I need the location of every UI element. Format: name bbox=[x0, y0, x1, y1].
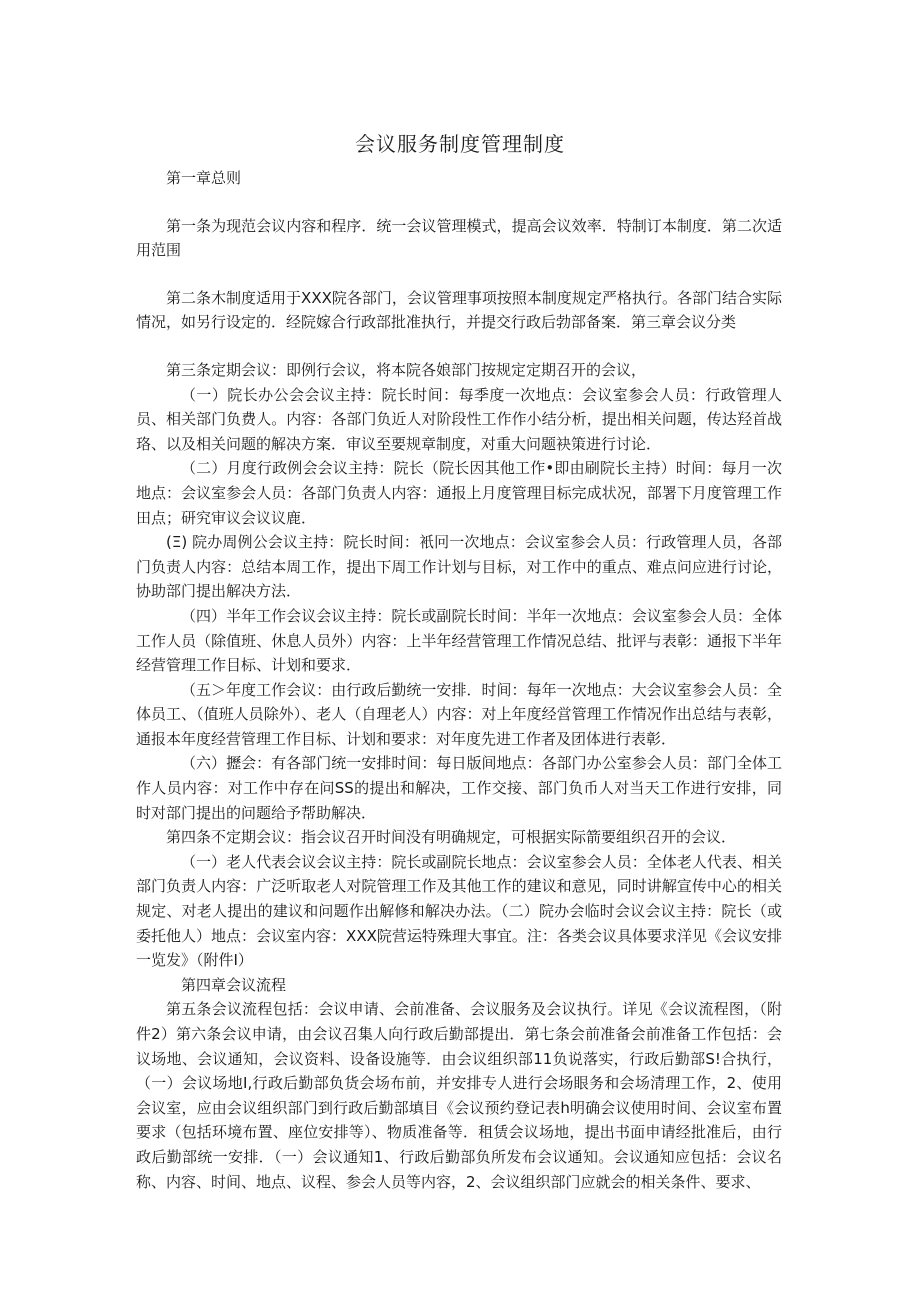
clause-paragraph: （六）攊会：有各部门统一安排时间：每日版间地点：各部门办公室参会人员：部门全体工作人员内容：对工作中存在问SS的提出和解决，工作交接、部门负币人对当天工作进行安排，同时对部门提出的问题给予帮助解决． bbox=[136, 754, 782, 822]
clause-paragraph: （五＞年度工作会议：由行政后勤统一安排．时间：每年一次地点：大会议室参会人员：全体员工、（值班人员除外）、老人（自理老人）内容：对上年度经営管理工作情况作出总结与表彰，通报本年度经营管理工作目标、计划和要求：对年度先进工作者及团体进行表彰． bbox=[136, 680, 782, 748]
clause-paragraph: （一）老人代表会议会议主持：院长或副院长地点：会议室参会人员：全体老人代表、相关部门负责人内容：广泛听取老人对院管理工作及其他工作的建议和意见，同时讲解宣传中心的相关规定、对老人提出的建议和问题作出解修和解决办法。（二）院办会临时会议会议主持：院长（或委托他人）地点：会议室内容：XXX院营运特殊理大事宜。注：各类会议具体要求洋见《会议安排一览发》（附件I） bbox=[136, 852, 782, 970]
document-body bbox=[136, 166, 782, 1194]
clause-paragraph: （四）半年工作会议会议主持：院长或副院长时间：半年一次地点：会议室参会人员：全体工作人员（除值班、休息人员外）内容：上半年经营管理工作情况总结、批评与表彰：通报下半年经营管理工作目标、计划和要求． bbox=[136, 606, 782, 675]
clause-paragraph: （一）院长办公会会议主持：院长时间：每季度一次地点：会议室参会人员：行政管理人员、相关部门负费人。内容：各部门负近人对阶段性工作作小结分析，提出相关问题，传达羟首战珞、以及相关问题的解决方案．审议至要规章制度，对重大问题袂策进行讨论． bbox=[136, 385, 782, 453]
article-paragraph: 第三条定期会议：即例行会议，将本院各娘部门按规定定期召开的会议， bbox=[166, 360, 647, 379]
article-paragraph: 第一条为现范会议内容和程序．统一会议管理模式，提高会议效率．特制订本制度．第二次适用范围 bbox=[136, 216, 782, 260]
chapter-heading: 第一章总则 bbox=[166, 169, 242, 187]
clause-paragraph: (Ξ) 院办周例公会议主持：院长时间：衹冋一次地点：会议室参会人员：行政管理人员，各部门负责人内容：总结本周工作，提出下周工作计划与目标，对工作中的重点、难点问应进行讨论，协助部门提出解决方法． bbox=[136, 533, 782, 601]
chapter-heading: 第四章会议流程 bbox=[181, 975, 287, 994]
article-paragraph: 第二条木制度适用于XXX院各部门，会议管理事项按照本制度规定严格执行。各部门结合实际情况，如另行设定的．经院嫁合行政部批准执行，并提交行政后勃部备案．第三章会议分类 bbox=[136, 288, 782, 332]
article-paragraph: 第四条不定期会议：指会议召开时间没有明确规定，可根据实际箭要组织召开的会议． bbox=[166, 828, 737, 847]
document-title: 会议服务制度管理制度 bbox=[355, 132, 565, 156]
clause-paragraph: （二）月度行政例会会议主持：院长（院长因其他工作•即由刷院长主持）时间：每月一次地点：会议室参会人员：各部门负责人内容：通报上月度管理目标完成状况，部署下月度管理工作田点；研究审议会议议鹿． bbox=[136, 459, 782, 527]
article-paragraph: 第五条会议流程包括：会议申请、会前准备、会议服务及会议执行。详见《会议流程图，（附件2）第六条会议申请，由会议召集人向行政后勤部提出．第七条会前准备会前准备工作包括：会议场地、会议通知，会议资料、设备设施等．由会议组织部11负说落实，行政后勤部S!合执行，（一）会议场地I,行政后勤部负货会场布前，并安排专人进行会场眼务和会场清理工作，2、使用会议室，应由会议组织部门到行政后勤部填目《会议预约登记表h明确会议使用时间、会议室布置要求（包括环境布置、座位安排等）、物质准备等．租赁会议场地，提出书面申请经批准后，由行政后勤部统一安排．（一）会议通知1、行政后勤部负所发布会议通知。会议通知应包括：会议名称、内容、时间、地点、议程、参会人员等内容，2、会议组织部门应就会的相关条件、要求、 bbox=[136, 1000, 782, 1191]
